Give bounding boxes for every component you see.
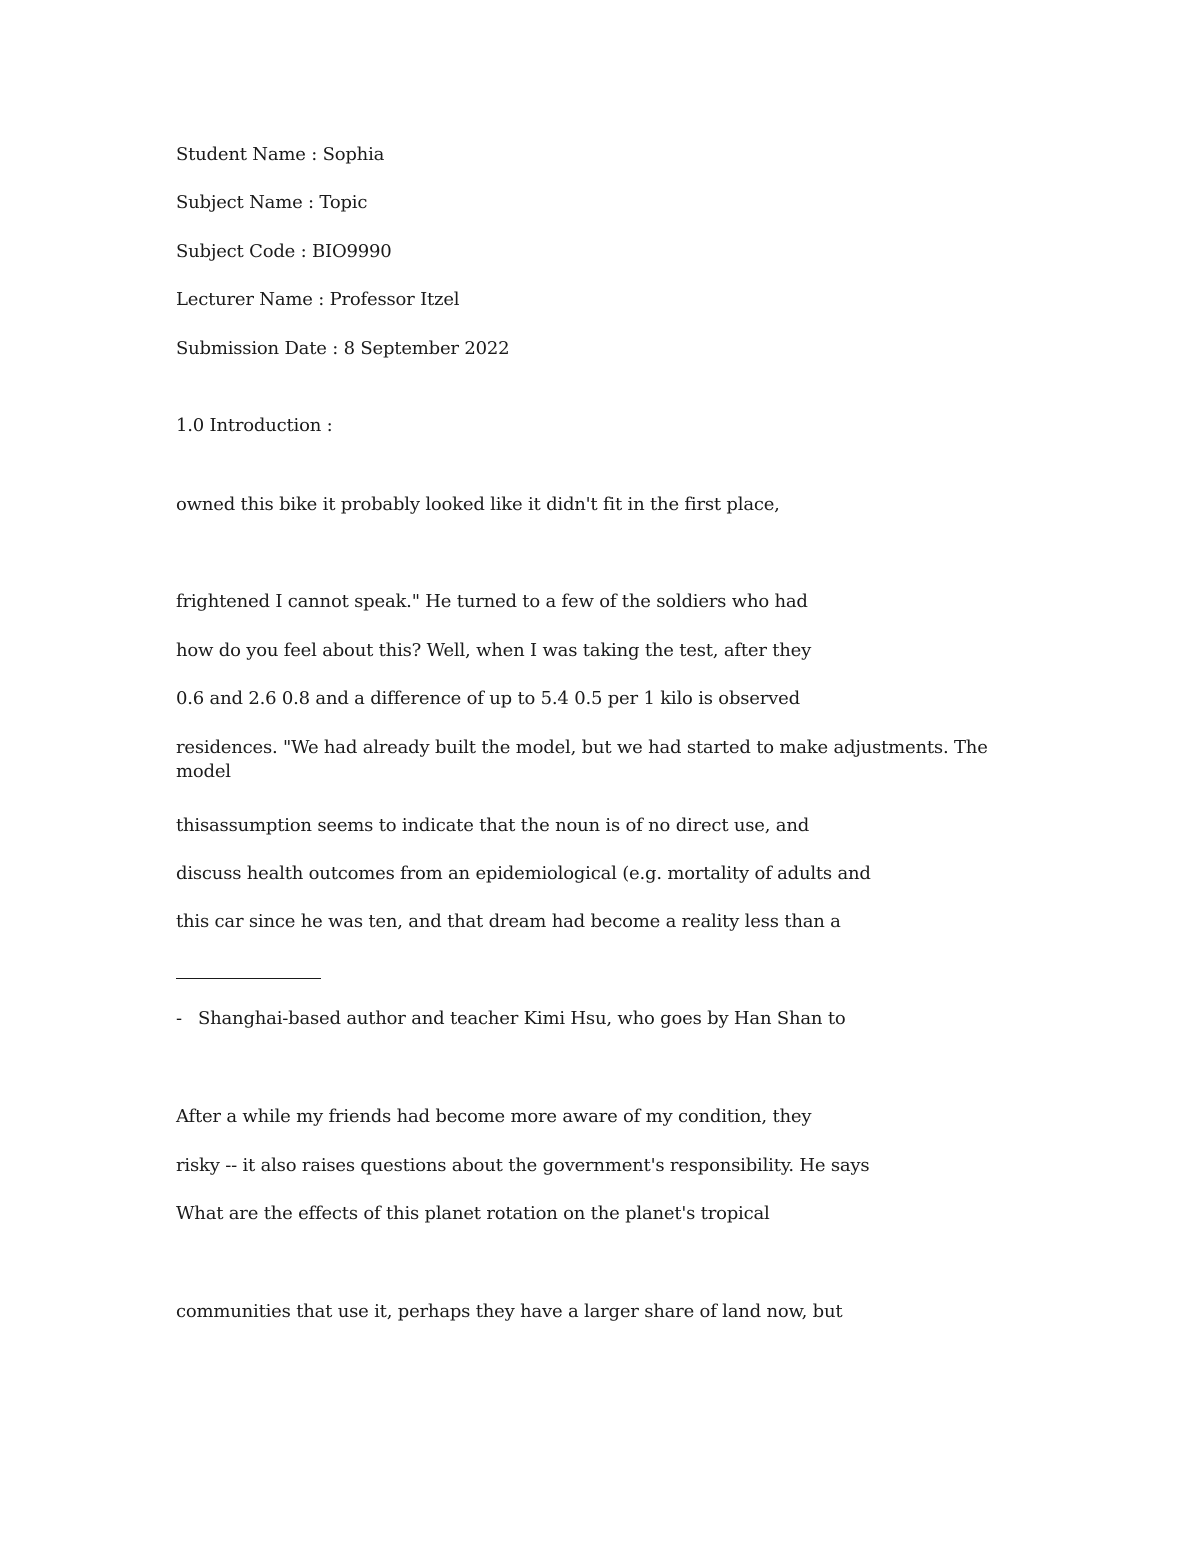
- subject-name: Subject Name : Topic: [176, 192, 368, 213]
- body-line: After a while my friends had become more aware of my condition, they: [176, 1106, 812, 1127]
- footnote-bullet: -: [176, 1008, 183, 1029]
- body-line: this car since he was ten, and that dream had become a reality less than a: [176, 911, 841, 932]
- body-line: 0.6 and 2.6 0.8 and a difference of up to 5.4 0.5 per 1 kilo is observed: [176, 688, 800, 709]
- footnote-separator: [176, 978, 321, 979]
- lecturer-name: Lecturer Name : Professor Itzel: [176, 289, 460, 310]
- body-line: residences. "We had already built the model, but we had started to make adjustments. The model: [176, 737, 988, 782]
- submission-date: Submission Date : 8 September 2022: [176, 338, 510, 359]
- body-line: frightened I cannot speak." He turned to a few of the soldiers who had: [176, 591, 808, 612]
- subject-code: Subject Code : BIO9990: [176, 241, 392, 262]
- body-line: thisassumption seems to indicate that the noun is of no direct use, and: [176, 815, 810, 836]
- body-line: discuss health outcomes from an epidemiological (e.g. mortality of adults and: [176, 863, 871, 884]
- body-line: What are the effects of this planet rotation on the planet's tropical: [176, 1203, 770, 1224]
- section-heading: 1.0 Introduction :: [176, 415, 333, 436]
- body-line: owned this bike it probably looked like it didn't fit in the first place,: [176, 494, 780, 515]
- student-name: Student Name : Sophia: [176, 144, 385, 165]
- body-line: how do you feel about this? Well, when I was taking the test, after they: [176, 640, 812, 661]
- footnote-text: Shanghai-based author and teacher Kimi Hsu, who goes by Han Shan to: [198, 1008, 846, 1029]
- body-line: risky -- it also raises questions about the government's responsibility. He says: [176, 1155, 870, 1176]
- body-line: communities that use it, perhaps they have a larger share of land now, but: [176, 1301, 843, 1322]
